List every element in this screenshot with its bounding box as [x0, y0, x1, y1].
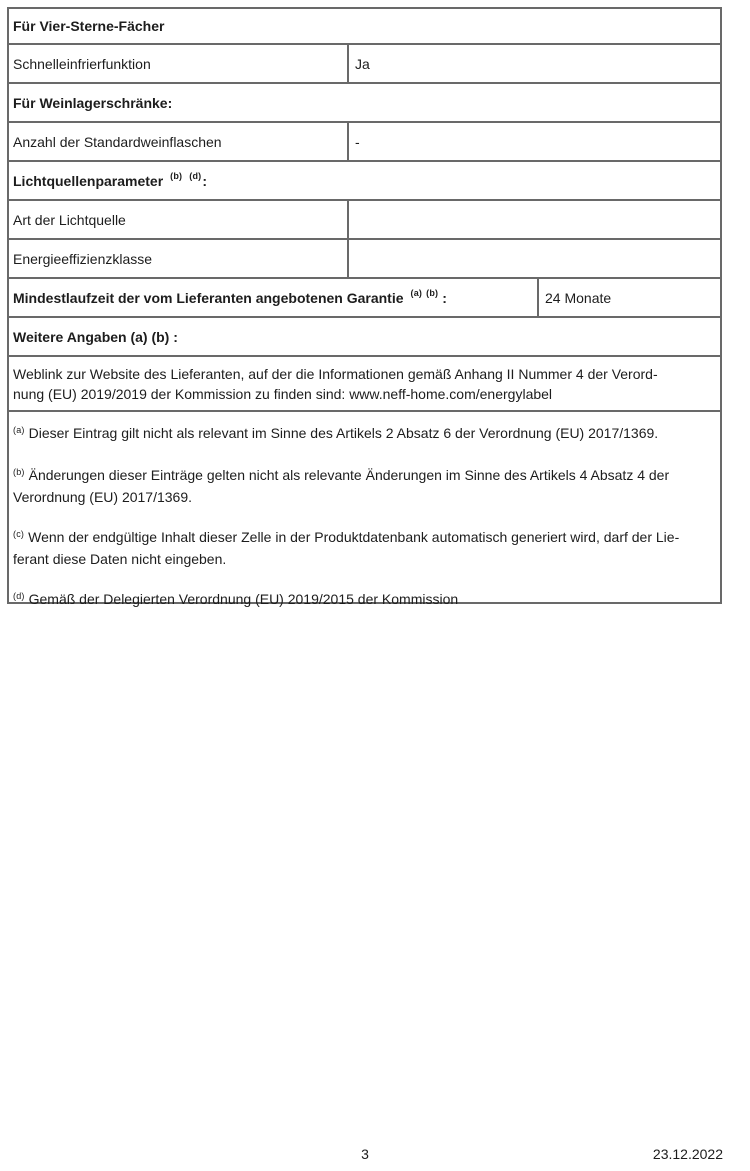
row-value [349, 201, 720, 238]
row-label: Art der Lichtquelle [9, 201, 349, 238]
row-label: Schnelleinfrierfunktion [9, 45, 349, 82]
section-heading: Für Vier-Sterne-Fächer [13, 18, 165, 34]
product-datasheet-table [7, 7, 722, 607]
row-value: Ja [355, 55, 370, 72]
section-heading: Für Weinlagerschränke: [13, 94, 173, 111]
row-label: Anzahl der Standardweinflaschen [9, 123, 349, 160]
footnote-c [13, 527, 714, 569]
section-row-four-star-compartments [9, 9, 720, 43]
row-label-text: Mindestlaufzeit der vom Lieferanten angebotenen Garantie [13, 289, 404, 306]
footnote-marker-a: (a) [13, 425, 25, 435]
section-row-wine-storage [9, 82, 720, 121]
footnote-text: Wenn der endgültige Inhalt dieser Zelle in der Produktdatenbank automatisch generiert wird, darf der Lie- ferant diese Daten nicht eingeben. [13, 529, 680, 567]
footnote-ref-b: (b) [170, 170, 183, 181]
footnote-text: Gemäß der Delegierten Verordnung (EU) 2019/2015 der Kommission [28, 591, 459, 607]
footnote-ref-b: (b) [426, 287, 439, 298]
table-row-wine-bottles [9, 121, 720, 160]
section-heading [9, 162, 720, 199]
table-row-quick-freeze [9, 43, 720, 82]
footnote-d [13, 589, 714, 611]
table-row-guarantee [9, 277, 720, 316]
section-heading: Weitere Angaben (a) (b) : [13, 328, 178, 345]
footnote-a [13, 423, 714, 445]
label-colon: : [442, 289, 447, 306]
row-label [9, 279, 539, 316]
section-row-light-source-parameters [9, 160, 720, 199]
table-row-energy-efficiency-class [9, 238, 720, 277]
weblink-paragraph [9, 355, 720, 410]
row-label: Energieeffizienzklasse [9, 240, 349, 277]
footnote-ref-d: (d) [189, 170, 202, 181]
footnote-ref-a: (a) [410, 287, 423, 298]
footnote-b [13, 465, 714, 507]
footnote-text: Dieser Eintrag gilt nicht als relevant im Sinne des Artikels 2 Absatz 6 der Verordnung (EU) 2017/1369. [28, 425, 659, 441]
footnote-marker-c: (c) [13, 529, 25, 539]
page-footer [7, 1146, 723, 1166]
footer-date: 23.12.2022 [652, 1146, 723, 1162]
footnote-text: Änderungen dieser Einträge gelten nicht als relevante Änderungen im Sinne des Artikels 4 Absatz 4 der Verordnung (EU) 2017/1369. [13, 467, 670, 505]
row-value: 24 Monate [545, 289, 612, 306]
page-number: 3 [361, 1146, 369, 1162]
row-value [349, 240, 720, 277]
footnote-marker-d: (d) [13, 591, 25, 601]
section-row-further-details [9, 316, 720, 355]
footnotes-block [9, 410, 720, 607]
row-value: - [355, 133, 360, 150]
weblink-text: Weblink zur Website des Lieferanten, auf der die Informationen gemäß Anhang II Nummer 4 der Verord- nung (EU) 2019/2019 der Kommission zu finden sind: www.neff-home.com/energylabel [13, 366, 658, 402]
table-row-light-source-type [9, 199, 720, 238]
section-heading-text: Lichtquellenparameter [13, 172, 164, 189]
heading-colon: : [202, 172, 208, 189]
footnote-marker-b: (b) [13, 467, 25, 477]
